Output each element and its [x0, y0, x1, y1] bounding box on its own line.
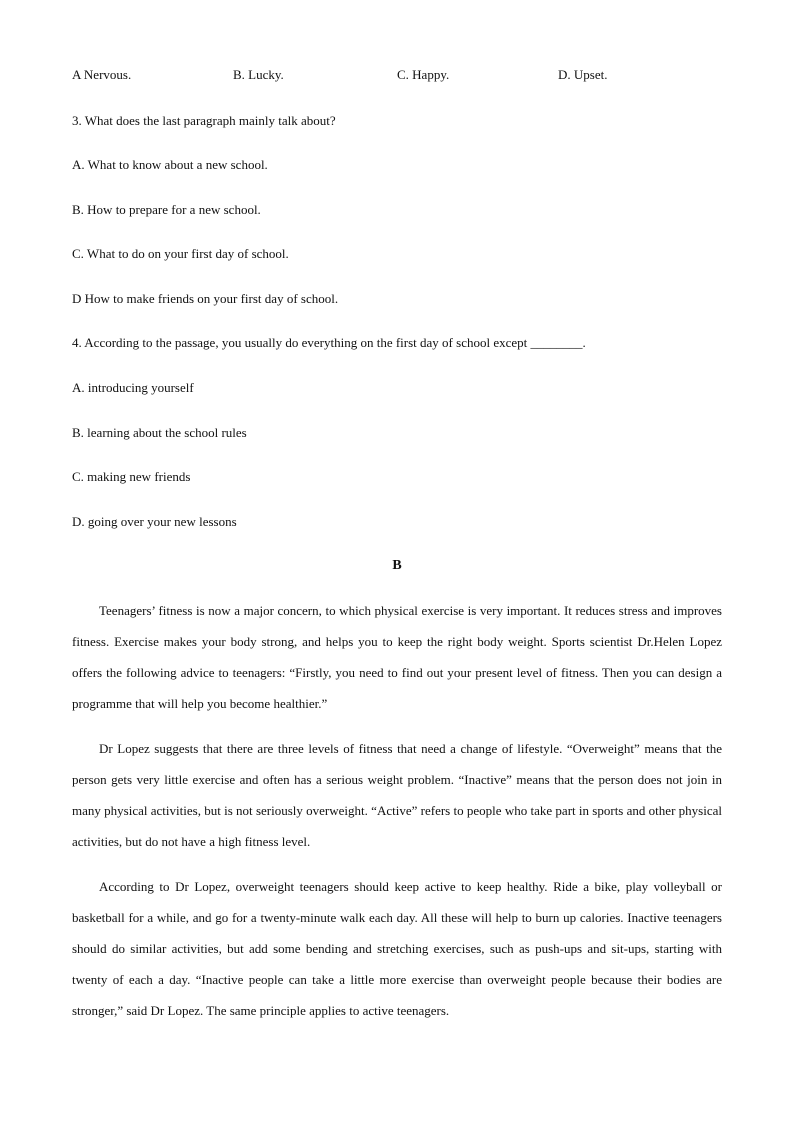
q2-option-c: C. Happy. [397, 67, 450, 82]
q2-option-d: D. Upset. [558, 67, 608, 82]
q4-option-a: A. introducing yourself [72, 380, 194, 395]
q4-option-b: B. learning about the school rules [72, 425, 247, 440]
q4-question: 4. According to the passage, you usually do everything on the first day of school except ________. [72, 335, 586, 350]
q4-option-d: D. going over your new lessons [72, 514, 237, 529]
q3-option-c: C. What to do on your first day of school. [72, 246, 289, 261]
q2-options-row [72, 67, 722, 83]
passage-paragraph-2: Dr Lopez suggests that there are three levels of fitness that need a change of lifestyle. “Overweight” means that the person gets very little exercise and often has a serious weight problem. “Inactive” means that the person does not join in many physical activities, but is not seriously overweight. “Active” refers to people who take part in sports and other physical activities, but do not have a high fitness level. [72, 741, 722, 849]
passage-paragraph-1: Teenagers’ fitness is now a major concern, to which physical exercise is very important. It reduces stress and improves fitness. Exercise makes your body strong, and helps you to keep the right body weight. Sports scientist Dr.Helen Lopez offers the following advice to teenagers: “Firstly, you need to find out your present level of fitness. Then you can design a programme that will help you become healthier.” [72, 603, 722, 711]
q3-option-d: D How to make friends on your first day of school. [72, 291, 339, 306]
q4-option-c: C. making new friends [72, 469, 191, 484]
q3-question: 3. What does the last paragraph mainly talk about? [72, 113, 336, 128]
q3-option-b: B. How to prepare for a new school. [72, 202, 261, 217]
q3-option-a: A. What to know about a new school. [72, 157, 268, 172]
passage-paragraph-3: According to Dr Lopez, overweight teenagers should keep active to keep healthy. Ride a bike, play volleyball or basketball for a while, and go for a twenty-minute walk each day. All these will help to burn up calories. Inactive teenagers should do similar activities, but add some bending and stretching exercises, such as push-ups and sit-ups, starting with twenty of each a day. “Inactive people can take a little more exercise than overweight people because their bodies are stronger,” said Dr Lopez. The same principle applies to active teenagers. [72, 879, 722, 1018]
section-b-title: B [392, 558, 402, 573]
q2-option-a: A Nervous. [72, 67, 132, 82]
q2-option-b: B. Lucky. [233, 67, 284, 82]
